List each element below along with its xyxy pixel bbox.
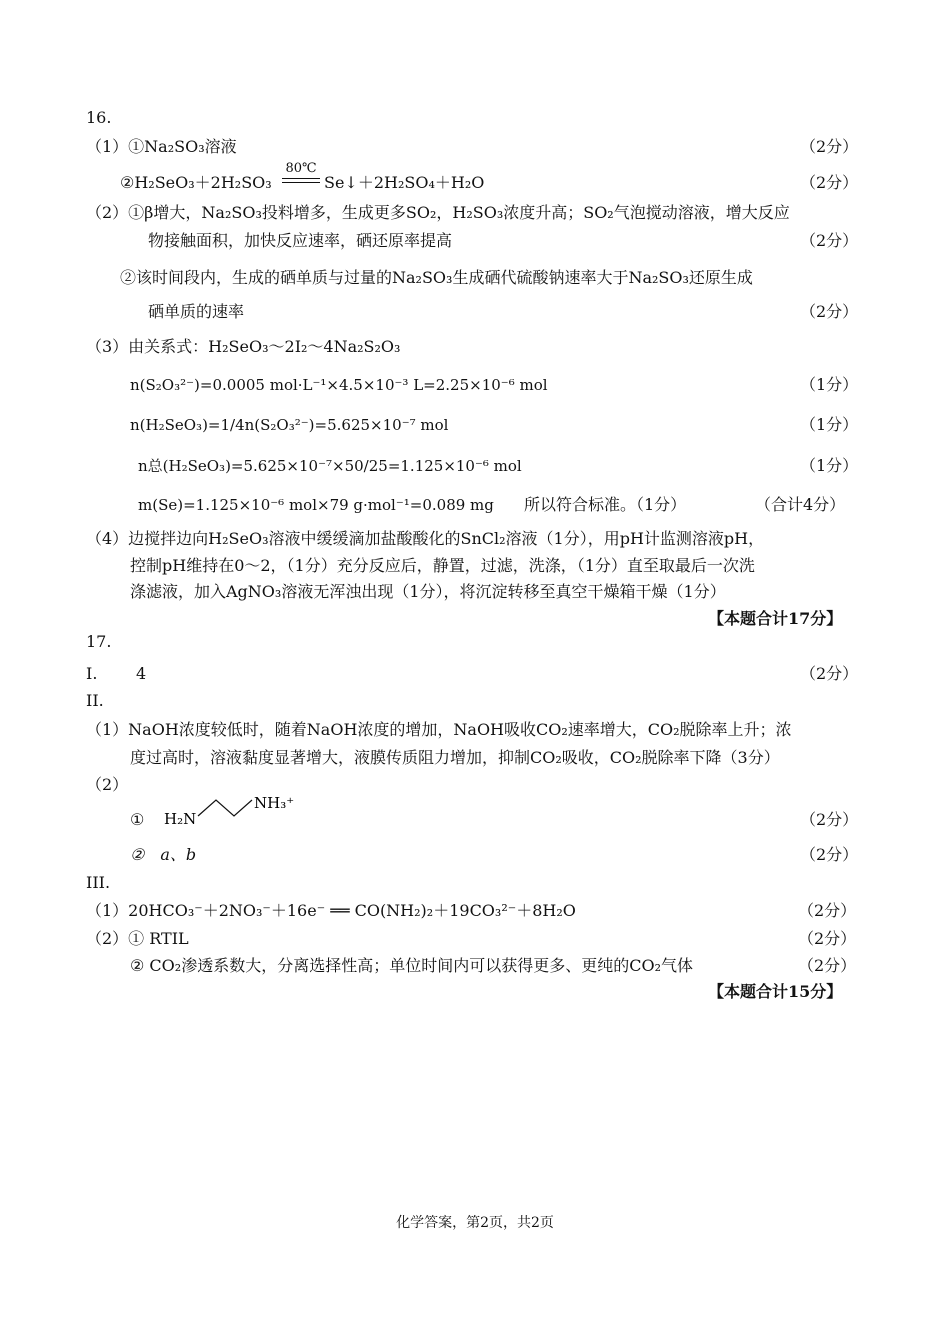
q17-i-label: I. [86,664,98,683]
score: （2分） [798,956,857,975]
q17-ii-1a: （1）NaOH浓度较低时，随着NaOH浓度的增加，NaOH吸收CO₂速率增大，CO₂脱除率上升；浓 [86,720,792,739]
q16-p3-line2: n(H₂SeO₃)=1/4n(S₂O₃²⁻)=5.625×10⁻⁷ mol [130,416,449,434]
score: （1分） [800,375,859,394]
score: （2分） [800,173,859,192]
double-equal-sign [282,178,320,183]
q16-p1-1: （1）①Na₂SO₃溶液 [86,137,237,156]
score: （2分） [798,929,857,948]
reaction-temp: 80℃ [285,161,317,176]
q16-p3-line1: n(S₂O₃²⁻)=0.0005 mol·L⁻¹×4.5×10⁻³ L=2.25×10⁻⁶ mol [130,376,548,394]
score: （2分） [800,664,859,683]
q16-p1-2-left: ②H₂SeO₃＋2H₂SO₃ [120,173,272,192]
score-total: （合计4分） [755,495,846,514]
reaction-condition [282,162,320,183]
score: （1分） [800,415,859,434]
q17-iii-label: III. [86,873,111,892]
score: （2分） [800,302,859,321]
q16-p2-2a: ②该时间段内，生成的硒单质与过量的Na₂SO₃生成硒代硫酸钠速率大于Na₂SO₃还原生成 [120,268,753,287]
structure-bonds [198,800,252,816]
q17-i-answer: 4 [136,664,147,683]
structure-right-label: NH₃⁺ [254,794,295,812]
q16-p3-line4: m(Se)=1.125×10⁻⁶ mol×79 g·mol⁻¹=0.089 mg [138,496,494,514]
ethylenediamine-structure [160,786,300,836]
q16-p3-head: （3）由关系式：H₂SeO₃～2I₂～4Na₂S₂O₃ [86,337,401,356]
q16-p4-c: 涤滤液，加入AgNO₃溶液无浑浊出现（1分），将沉淀转移至真空干燥箱干燥（1分） [130,582,726,601]
score: （2分） [800,810,859,829]
q17-ii-1b: 度过高时，溶液黏度显著增大，液膜传质阻力增加，抑制CO₂吸收，CO₂脱除率下降（3分） [130,748,780,767]
q16-p4-b: 控制pH维持在0～2，（1分）充分反应后，静置，过滤，洗涤，（1分）直至取最后一次洗 [130,556,755,575]
page-footer: 化学答案，第2页，共2页 [396,1215,554,1231]
q17-ii-2-1-mark: ① [130,810,145,829]
score: （1分） [800,456,859,475]
q17-ii-2: （2） [86,775,129,794]
q17-iii-2-2: ② CO₂渗透系数大，分离选择性高；单位时间内可以获得更多、更纯的CO₂气体 [130,956,693,975]
q16-heading: 16. [86,108,112,127]
q16-p1-2-right: Se↓＋2H₂SO₄＋H₂O [324,173,485,192]
q17-heading: 17. [86,632,112,651]
q17-total: 【本题合计15分】 [708,982,843,1001]
score: （2分） [800,845,859,864]
q17-ii-2-2: ② a、b [130,845,197,864]
q17-ii-label: II. [86,691,104,710]
q16-p2-1a: （2）①β增大，Na₂SO₃投料增多，生成更多SO₂，H₂SO₃浓度升高；SO₂气泡搅动溶液，增大反应 [86,203,790,222]
structure-left-label: H₂N [164,810,197,828]
q16-p4-a: （4）边搅拌边向H₂SeO₃溶液中缓缓滴加盐酸酸化的SnCl₂溶液（1分），用pH计监测溶液pH， [86,529,765,548]
q16-p2-1b: 物接触面积，加快反应速率，硒还原率提高 [148,231,453,250]
score: （2分） [798,901,857,920]
score: （2分） [800,137,859,156]
q16-p3-line4-conclusion: 所以符合标准。（1分） [524,495,687,514]
q16-p3-line3: n总(H₂SeO₃)=5.625×10⁻⁷×50/25=1.125×10⁻⁶ mol [138,457,522,475]
q17-iii-2-1: （2）① RTIL [86,929,189,948]
q17-iii-1: （1）20HCO₃⁻＋2NO₃⁻＋16e⁻ ══ CO(NH₂)₂＋19CO₃²⁻＋8H₂O [86,901,576,920]
score: （2分） [800,231,859,250]
q16-total: 【本题合计17分】 [708,609,843,628]
q16-p2-2b: 硒单质的速率 [148,302,245,321]
